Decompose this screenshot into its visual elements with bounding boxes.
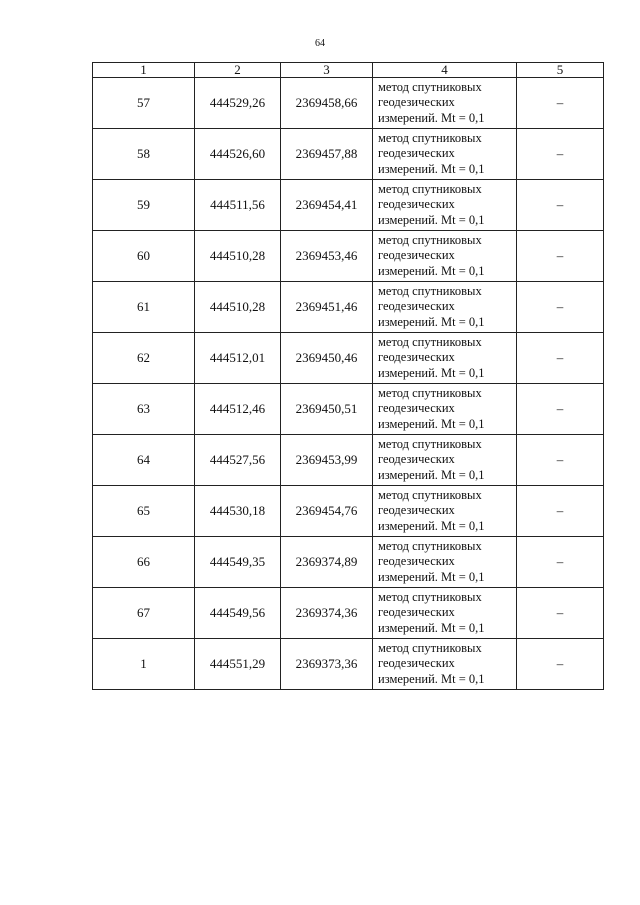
y-coordinate-cell: 2369374,89	[281, 537, 373, 588]
y-coordinate-cell: 2369454,41	[281, 180, 373, 231]
method-cell	[373, 78, 517, 129]
method-line: метод спутниковых	[378, 283, 482, 298]
method-line: геодезических	[378, 248, 455, 263]
method-line: метод спутниковых	[378, 589, 482, 604]
point-number-cell: 60	[93, 231, 195, 282]
point-number-cell: 62	[93, 333, 195, 384]
method-line: измерений. Mt = 0,1	[378, 110, 485, 125]
method-line: измерений. Mt = 0,1	[378, 518, 485, 533]
y-coordinate-cell: 2369453,99	[281, 435, 373, 486]
method-line: метод спутниковых	[378, 334, 482, 349]
coordinates-table	[92, 62, 604, 690]
x-coordinate-cell: 444549,35	[195, 537, 281, 588]
method-line: измерений. Mt = 0,1	[378, 263, 485, 278]
y-coordinate-cell: 2369453,46	[281, 231, 373, 282]
method-line: метод спутниковых	[378, 79, 482, 94]
y-coordinate-cell: 2369450,51	[281, 384, 373, 435]
method-line: геодезических	[378, 350, 455, 365]
method-line: метод спутниковых	[378, 130, 482, 145]
x-coordinate-cell: 444512,46	[195, 384, 281, 435]
x-coordinate-cell: 444526,60	[195, 129, 281, 180]
note-cell: –	[517, 231, 604, 282]
method-line: геодезических	[378, 605, 455, 620]
method-line: измерений. Mt = 0,1	[378, 212, 485, 227]
method-line: геодезических	[378, 299, 455, 314]
method-cell	[373, 231, 517, 282]
method-line: метод спутниковых	[378, 640, 482, 655]
header-col-5: 5	[517, 63, 604, 78]
y-coordinate-cell: 2369374,36	[281, 588, 373, 639]
y-coordinate-cell: 2369454,76	[281, 486, 373, 537]
note-cell: –	[517, 180, 604, 231]
x-coordinate-cell: 444527,56	[195, 435, 281, 486]
x-coordinate-cell: 444530,18	[195, 486, 281, 537]
x-coordinate-cell: 444510,28	[195, 282, 281, 333]
table-row	[93, 486, 604, 537]
point-number-cell: 66	[93, 537, 195, 588]
method-line: измерений. Mt = 0,1	[378, 416, 485, 431]
x-coordinate-cell: 444510,28	[195, 231, 281, 282]
point-number-cell: 64	[93, 435, 195, 486]
table-row	[93, 231, 604, 282]
x-coordinate-cell: 444551,29	[195, 639, 281, 690]
y-coordinate-cell: 2369450,46	[281, 333, 373, 384]
method-cell	[373, 180, 517, 231]
table-row	[93, 384, 604, 435]
method-line: измерений. Mt = 0,1	[378, 161, 485, 176]
method-line: геодезических	[378, 401, 455, 416]
header-col-1: 1	[93, 63, 195, 78]
method-line: метод спутниковых	[378, 436, 482, 451]
table-row	[93, 639, 604, 690]
method-line: измерений. Mt = 0,1	[378, 467, 485, 482]
table-row	[93, 435, 604, 486]
x-coordinate-cell: 444512,01	[195, 333, 281, 384]
method-line: метод спутниковых	[378, 232, 482, 247]
table-row	[93, 129, 604, 180]
method-line: измерений. Mt = 0,1	[378, 365, 485, 380]
table-row	[93, 588, 604, 639]
note-cell: –	[517, 282, 604, 333]
method-line: измерений. Mt = 0,1	[378, 620, 485, 635]
method-line: метод спутниковых	[378, 538, 482, 553]
method-cell	[373, 537, 517, 588]
y-coordinate-cell: 2369457,88	[281, 129, 373, 180]
method-line: геодезических	[378, 452, 455, 467]
table-row	[93, 537, 604, 588]
point-number-cell: 65	[93, 486, 195, 537]
point-number-cell: 63	[93, 384, 195, 435]
y-coordinate-cell: 2369373,36	[281, 639, 373, 690]
point-number-cell: 61	[93, 282, 195, 333]
method-cell	[373, 333, 517, 384]
note-cell: –	[517, 639, 604, 690]
method-line: геодезических	[378, 554, 455, 569]
table-row	[93, 180, 604, 231]
table-body	[93, 78, 604, 690]
method-cell	[373, 384, 517, 435]
y-coordinate-cell: 2369451,46	[281, 282, 373, 333]
method-line: метод спутниковых	[378, 181, 482, 196]
method-line: метод спутниковых	[378, 385, 482, 400]
method-line: метод спутниковых	[378, 487, 482, 502]
header-col-3: 3	[281, 63, 373, 78]
method-line: геодезических	[378, 95, 455, 110]
x-coordinate-cell: 444549,56	[195, 588, 281, 639]
table-row	[93, 78, 604, 129]
note-cell: –	[517, 384, 604, 435]
method-line: измерений. Mt = 0,1	[378, 569, 485, 584]
method-cell	[373, 282, 517, 333]
method-cell	[373, 486, 517, 537]
method-cell	[373, 129, 517, 180]
page-number: 64	[315, 38, 325, 49]
note-cell: –	[517, 129, 604, 180]
header-col-4: 4	[373, 63, 517, 78]
table-row	[93, 333, 604, 384]
note-cell: –	[517, 486, 604, 537]
note-cell: –	[517, 588, 604, 639]
point-number-cell: 67	[93, 588, 195, 639]
point-number-cell: 1	[93, 639, 195, 690]
table-header-row	[93, 63, 604, 78]
method-line: геодезических	[378, 503, 455, 518]
method-cell	[373, 435, 517, 486]
point-number-cell: 59	[93, 180, 195, 231]
method-line: измерений. Mt = 0,1	[378, 671, 485, 686]
y-coordinate-cell: 2369458,66	[281, 78, 373, 129]
x-coordinate-cell: 444529,26	[195, 78, 281, 129]
note-cell: –	[517, 435, 604, 486]
note-cell: –	[517, 78, 604, 129]
point-number-cell: 57	[93, 78, 195, 129]
method-line: геодезических	[378, 146, 455, 161]
header-col-2: 2	[195, 63, 281, 78]
note-cell: –	[517, 333, 604, 384]
point-number-cell: 58	[93, 129, 195, 180]
table-row	[93, 282, 604, 333]
method-cell	[373, 588, 517, 639]
method-line: геодезических	[378, 197, 455, 212]
method-line: геодезических	[378, 656, 455, 671]
x-coordinate-cell: 444511,56	[195, 180, 281, 231]
note-cell: –	[517, 537, 604, 588]
method-line: измерений. Mt = 0,1	[378, 314, 485, 329]
method-cell	[373, 639, 517, 690]
